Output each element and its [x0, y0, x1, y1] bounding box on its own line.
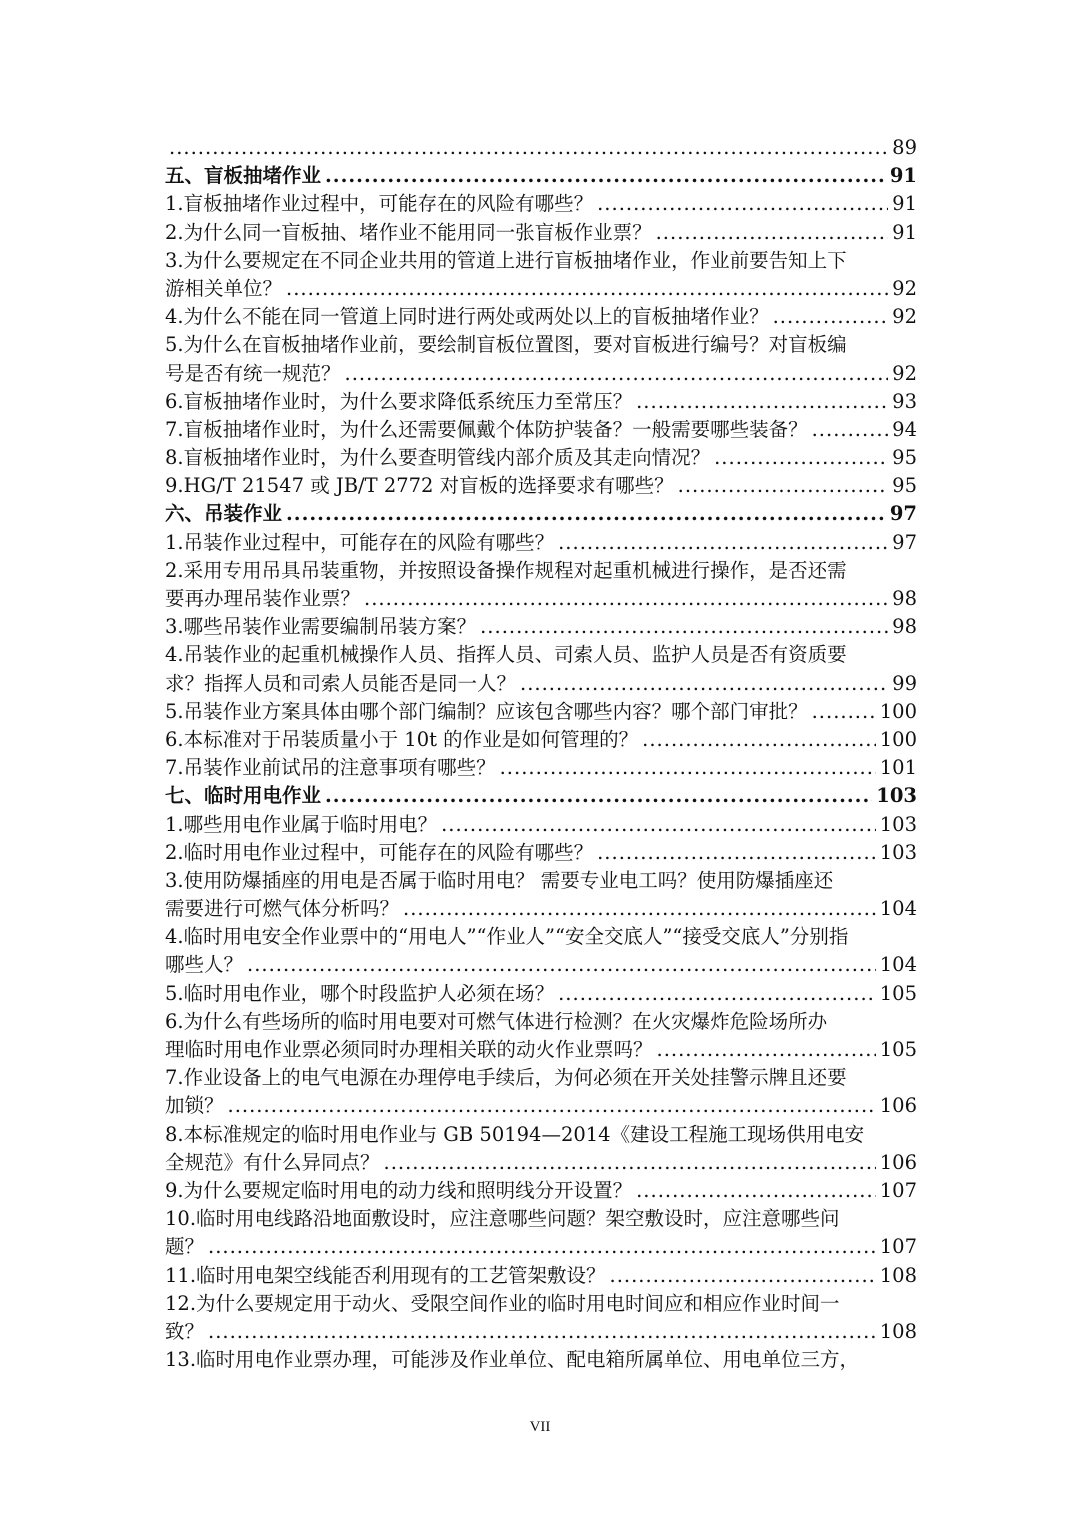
toc-entry-line: [165, 951, 917, 979]
dot-leader: [441, 811, 876, 839]
dot-leader: [558, 529, 888, 557]
toc-entry-text: 6.盲板抽堵作业时，为什么要求降低系统压力至常压？: [165, 389, 633, 413]
dot-leader: [657, 1036, 876, 1064]
toc-entry-line: [165, 388, 917, 416]
toc-entry-line: [165, 303, 917, 331]
toc-entry[interactable]: [165, 247, 917, 303]
toc-entry-line: [165, 980, 917, 1008]
toc-entry-line: [165, 1092, 917, 1120]
toc-page-number: 104: [879, 953, 917, 977]
toc-entry-text: 致？: [165, 1319, 205, 1343]
toc-entry-text: 加锁？: [165, 1094, 224, 1118]
toc-page-number: 98: [892, 587, 917, 610]
dot-leader: [208, 1318, 876, 1346]
toc-entry-text: 求？指挥人员和司索人员能否是同一人？: [165, 671, 517, 695]
toc-section-heading[interactable]: [165, 162, 917, 190]
toc-entry-text: 11.临时用电架空线能否利用现有的工艺管架敷设？: [165, 1263, 606, 1287]
toc-section-heading[interactable]: [165, 782, 917, 810]
dot-leader: [169, 134, 888, 162]
toc-page-number: 101: [879, 756, 917, 780]
toc-page-number: 95: [892, 474, 917, 498]
dot-leader: [208, 1233, 876, 1261]
toc-entry[interactable]: [165, 529, 917, 557]
dot-leader: [500, 754, 876, 782]
toc-page-number: 106: [879, 1150, 917, 1174]
toc-entry-text: 12.为什么要规定用于动火、受限空间作业的临时用电时间应和相应作业时间一: [165, 1291, 840, 1315]
toc-page-number: 89: [892, 136, 917, 159]
toc-entry-line: [165, 1121, 917, 1149]
toc-entry-text: 1.盲板抽堵作业过程中，可能存在的风险有哪些？: [165, 192, 594, 216]
toc-entry-line: [165, 1008, 917, 1036]
dot-leader: [636, 1177, 876, 1205]
toc-entry[interactable]: [165, 1008, 917, 1064]
toc-entry[interactable]: [165, 1262, 917, 1290]
toc-entry-text: 2.为什么同一盲板抽、堵作业不能用同一张盲板作业票？: [165, 220, 652, 244]
toc-entry-text: 全规范》有什么异同点？: [165, 1150, 380, 1174]
toc-page-number: 97: [892, 530, 917, 554]
toc-entry-line: [165, 923, 917, 951]
toc-entry-line: [165, 698, 917, 726]
toc-section-heading[interactable]: [165, 500, 917, 528]
toc-entry-line: [165, 811, 917, 839]
toc-entry[interactable]: [165, 444, 917, 472]
toc-entry-text: 4.吊装作业的起重机械操作人员、指挥人员、司索人员、监护人员是否有资质要: [165, 643, 847, 667]
dot-leader: [403, 895, 876, 923]
page-number: VII: [529, 1419, 551, 1435]
toc-page-number: 105: [879, 981, 917, 1005]
toc-entry-text: 要再办理吊装作业票？: [165, 587, 361, 610]
toc-entry-text: 7.吊装作业前试吊的注意事项有哪些？: [165, 756, 496, 780]
toc-entry-line: [165, 1064, 917, 1092]
toc-entry-line: [165, 275, 917, 303]
toc-entry-line: [165, 670, 917, 698]
toc-entry-line: [165, 1205, 917, 1233]
toc-entry-text: 5.吊装作业方案具体由哪个部门编制？应该包含哪些内容？哪个部门审批？: [165, 699, 808, 723]
toc-entry[interactable]: [165, 388, 917, 416]
toc-entry-line: [165, 500, 917, 528]
toc-entry-line: [165, 557, 917, 585]
toc-entry-text: 7.作业设备上的电气电源在办理停电手续后，为何必须在开关处挂警示牌且还要: [165, 1066, 847, 1090]
toc-entry[interactable]: [165, 754, 917, 782]
dot-leader: [678, 472, 889, 500]
toc-entry[interactable]: [165, 1121, 917, 1177]
toc-page-number: 99: [892, 671, 917, 695]
toc-entry[interactable]: [165, 303, 917, 331]
toc-entry-line: [165, 1262, 917, 1290]
toc-entry[interactable]: [165, 134, 917, 162]
dot-leader: [286, 275, 888, 303]
dot-leader: [636, 388, 888, 416]
toc-entry-line: [165, 190, 917, 218]
toc-entry-text: 9.为什么要规定临时用电的动力线和照明线分开设置？: [165, 1178, 633, 1202]
toc-entry-line: [165, 247, 917, 275]
toc-entry[interactable]: [165, 698, 917, 726]
toc-page-number: 93: [892, 389, 917, 413]
toc-entry-text: 1.哪些用电作业属于临时用电？: [165, 812, 438, 836]
toc-entry-text: 游相关单位？: [165, 276, 283, 300]
toc-entry-line: [165, 331, 917, 359]
toc-page-number: 103: [879, 840, 917, 864]
toc-page-number: 100: [879, 699, 917, 723]
toc-entry-line: [165, 416, 917, 444]
toc-entry-line: [165, 472, 917, 500]
dot-leader: [325, 782, 872, 810]
dot-leader: [480, 613, 888, 641]
toc-page-number: 103: [879, 812, 917, 836]
toc-page-number: 91: [889, 164, 917, 188]
toc-entry-text: 8.盲板抽堵作业时，为什么要查明管线内部介质及其走向情况？: [165, 446, 711, 470]
toc-entry-text: 3.哪些吊装作业需要编制吊装方案？: [165, 615, 477, 639]
toc-entry-line: [165, 1290, 917, 1318]
toc-entry-text: 9.HG/T 21547 或 JB/T 2772 对盲板的选择要求有哪些？: [165, 474, 674, 498]
dot-leader: [384, 1149, 876, 1177]
toc-entry-text: 5.临时用电作业，哪个时段监护人必须在场？: [165, 981, 555, 1005]
toc-entry-line: [165, 1346, 917, 1374]
toc-entry-text: 8.本标准规定的临时用电作业与 GB 50194—2014《建设工程施工现场供用电安: [165, 1122, 865, 1146]
toc-entry-line: [165, 360, 917, 388]
toc-entry[interactable]: [165, 1205, 917, 1261]
dot-leader: [597, 839, 876, 867]
toc-entry-line: [165, 641, 917, 669]
toc-entry-text: 五、盲板抽堵作业: [165, 164, 322, 188]
toc-page-number: 92: [892, 305, 917, 329]
toc-entry-text: 需要进行可燃气体分析吗？: [165, 897, 400, 921]
toc-entry-text: 5.为什么在盲板抽堵作业前，要绘制盲板位置图，要对盲板进行编号？对盲板编: [165, 333, 847, 357]
toc-page-number: 106: [879, 1094, 917, 1118]
toc-entry[interactable]: [165, 219, 917, 247]
toc-entry-text: 13.临时用电作业票办理，可能涉及作业单位、配电箱所属单位、用电单位三方，: [165, 1348, 860, 1372]
toc-entry-line: [165, 162, 917, 190]
toc-page-number: 107: [879, 1178, 917, 1202]
toc-page-number: 91: [892, 192, 917, 216]
toc-entry-line: [165, 1233, 917, 1261]
dot-leader: [773, 303, 889, 331]
toc-page-number: 105: [879, 1038, 917, 1061]
toc-page-number: 91: [892, 220, 917, 244]
toc-entry[interactable]: [165, 416, 917, 444]
toc-page-number: 104: [879, 897, 917, 921]
toc-entry-text: 哪些人？: [165, 953, 244, 977]
toc-entry[interactable]: [165, 867, 917, 923]
toc-entry[interactable]: [165, 641, 917, 697]
toc-entry[interactable]: [165, 1290, 917, 1346]
toc-page-number: 92: [892, 361, 917, 385]
toc-entry-text: 10.临时用电线路沿地面敷设时，应注意哪些问题？架空敷设时，应注意哪些问: [165, 1207, 840, 1231]
toc-entry-line: [165, 1149, 917, 1177]
toc-page-number: 92: [892, 276, 917, 300]
toc-page-number: 97: [889, 502, 917, 526]
toc-entry-text: 2.临时用电作业过程中，可能存在的风险有哪些？: [165, 840, 594, 864]
toc-entry-text: 题？: [165, 1235, 205, 1259]
toc-entry-line: [165, 1036, 917, 1064]
toc-page-number: 94: [892, 417, 917, 441]
toc-page-number: 107: [879, 1235, 917, 1259]
toc-entry-line: [165, 444, 917, 472]
toc-entry-line: [165, 782, 917, 810]
toc-entry-text: 6.为什么有些场所的临时用电要对可燃气体进行检测？在火灾爆炸危险场所办: [165, 1009, 828, 1033]
toc-entry[interactable]: [165, 613, 917, 641]
dot-leader: [345, 360, 889, 388]
toc-entry-line: [165, 585, 917, 613]
dot-leader: [610, 1262, 876, 1290]
toc-entry-line: [165, 219, 917, 247]
toc-entry-text: 4.临时用电安全作业票中的“用电人”“作业人”“安全交底人”“接受交底人”分别指: [165, 925, 849, 949]
toc-entry[interactable]: [165, 980, 917, 1008]
dot-leader: [812, 698, 876, 726]
dot-leader: [558, 980, 876, 1008]
dot-leader: [364, 585, 888, 613]
toc-entry-text: 理临时用电作业票必须同时办理相关联的动火作业票吗？: [165, 1038, 653, 1061]
dot-leader: [597, 190, 888, 218]
toc-entry[interactable]: [165, 1177, 917, 1205]
toc-entry-text: 号是否有统一规范？: [165, 361, 341, 385]
dot-leader: [247, 951, 876, 979]
toc-entry-line: [165, 134, 917, 162]
dot-leader: [656, 219, 889, 247]
dot-leader: [714, 444, 888, 472]
toc-entry-text: 3.为什么要规定在不同企业共用的管道上进行盲板抽堵作业，作业前要告知上下: [165, 248, 847, 272]
toc-page-number: 108: [879, 1263, 917, 1287]
toc-entry-text: 六、吊装作业: [165, 502, 283, 526]
toc-entry[interactable]: [165, 923, 917, 979]
toc-entry-line: [165, 867, 917, 895]
toc-entry[interactable]: [165, 839, 917, 867]
toc-entry[interactable]: [165, 190, 917, 218]
toc-entry[interactable]: [165, 811, 917, 839]
toc-entry-text: 6.本标准对于吊装质量小于 10t 的作业是如何管理的？: [165, 727, 639, 751]
toc-entry-text: 2.采用专用吊具吊装重物，并按照设备操作规程对起重机械进行操作，是否还需: [165, 558, 847, 582]
toc-entry-line: [165, 1318, 917, 1346]
toc-page-number: 108: [879, 1319, 917, 1343]
dot-leader: [520, 670, 888, 698]
toc-entry[interactable]: [165, 1064, 917, 1120]
dot-leader: [228, 1092, 876, 1120]
toc-page-number: 95: [892, 446, 917, 470]
toc-entry-line: [165, 1177, 917, 1205]
toc-entry-line: [165, 839, 917, 867]
toc-entry-text: 3.使用防爆插座的用电是否属于临时用电？ 需要专业电工吗？使用防爆插座还: [165, 868, 834, 892]
toc-entry-line: [165, 613, 917, 641]
toc-page-number: 98: [892, 615, 917, 639]
toc-entry-text: 七、临时用电作业: [165, 784, 322, 808]
toc-entry[interactable]: [165, 472, 917, 500]
toc-page-number: 103: [876, 784, 917, 808]
toc-entry-text: 1.吊装作业过程中，可能存在的风险有哪些？: [165, 530, 555, 554]
dot-leader: [286, 500, 886, 528]
toc-entry-line: [165, 754, 917, 782]
table-of-contents: [165, 134, 917, 1374]
toc-entry[interactable]: [165, 726, 917, 754]
toc-entry-line: [165, 726, 917, 754]
dot-leader: [642, 726, 876, 754]
toc-entry[interactable]: [165, 557, 917, 613]
toc-entry-text: 4.为什么不能在同一管道上同时进行两处或两处以上的盲板抽堵作业？: [165, 305, 769, 329]
dot-leader: [325, 162, 886, 190]
toc-entry-line: [165, 529, 917, 557]
toc-page-number: 100: [879, 727, 917, 751]
toc-entry[interactable]: [165, 331, 917, 387]
dot-leader: [812, 416, 889, 444]
toc-entry-text: 7.盲板抽堵作业时，为什么还需要佩戴个体防护装备？一般需要哪些装备？: [165, 417, 808, 441]
toc-entry[interactable]: [165, 1346, 917, 1374]
toc-entry-line: [165, 895, 917, 923]
